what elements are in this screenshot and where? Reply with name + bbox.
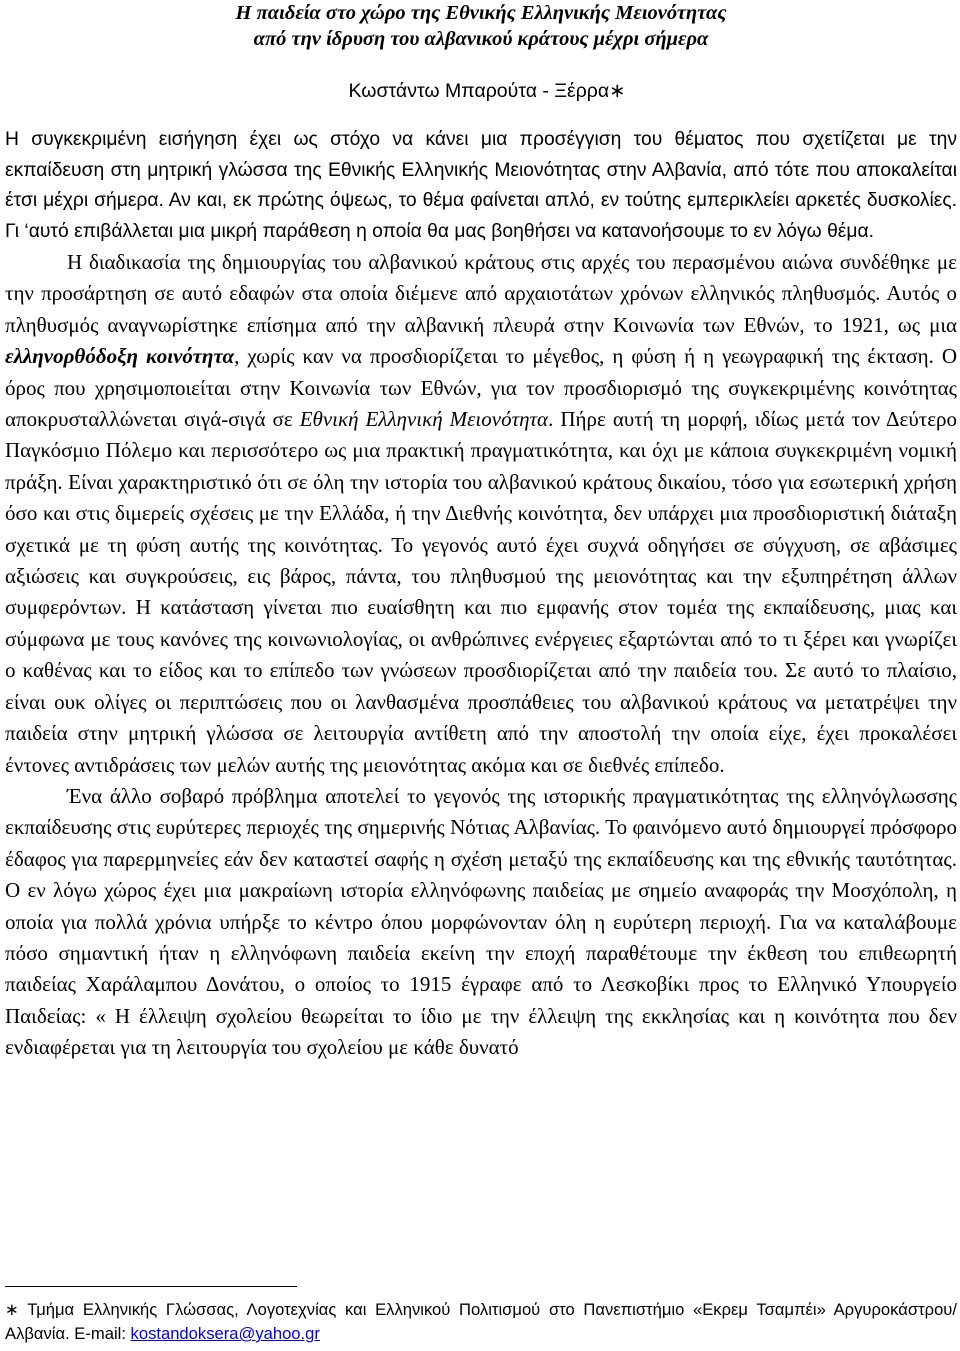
emphasis-greek-orthodox-community: ελληνορθόδοξη κοινότητα: [5, 344, 235, 369]
document-title: [5, 0, 957, 52]
paragraph-2-part-c: . Πήρε αυτή τη μορφή, ιδίως μετά τον Δεύτερο Παγκόσμιο Πόλεμο και περισσότερο ως μια πρακτική πραγματικότητα, και όχι με κάποια συγκεκριμένη νομική πράξη. Είναι χαρακτηριστικό ότι σε όλη την ιστορία του αλβανικού κράτους δικαίου, τόσο για εσωτερική χρήση όσο και στις διμερείς σχέσεις με την Ελλάδα, ή την Διεθνής κοινότητα, δεν υπάρχει μια προσδιοριστική διάταξη σχετικά με τη φύση αυτής της κοινότητας. Το γεγονός αυτό έχει συχνά οδηγήσει σε σύγχυση, σε αβάσιμες αξιώσεις και συγκρούσεις, εις βάρος, πάντα, του πληθυσμού της μειονότητας και την εξυπηρέτηση άλλων συμφερόντων. Η κατάσταση γίνεται πιο ευαίσθητη και πιο εμφανής στον τομέα της εκπαίδευσης, μιας και σύμφωνα με τους κανόνες της κοινωνιολογίας, οι ανθρώπινες ενέργειες εξαρτώνται από το τι ξέρει και γνωρίζει ο καθένας και το είδος και το επίπεδο των γνώσεων προσδιορίζεται από την παιδεία του. Σε αυτό το πλαίσιο, είναι ουκ ολίγες οι περιπτώσεις που οι λανθασμένα προσπάθειες του αλβανικού κράτους να μετατρέψει την παιδεία στην μητρική γλώσσα σε λειτουργία αντίθετη από την αποστολή την οποία είχε, έχει προκαλέσει έντονες αντιδράσεις των μελών αυτής της μειονότητας ακόμα και σε διεθνές επίπεδο.: [5, 407, 958, 777]
footnote: [5, 1298, 957, 1346]
intro-paragraph: Η συγκεκριμένη εισήγηση έχει ως στόχο να κάνει μια προσέγγιση του θέματος που σχετίζεται με την εκπαίδευση στη μητρική γλώσσα της Εθνικής Ελληνικής Μειονότητας στην Αλβανία, από τότε που αποκαλείται έτσι μέχρι σήμερα. Αν και, εκ πρώτης όψεως, το θέμα φαίνεται απλό, εν τούτης εμπερικλείει αρκετές δυσκολίες. Γι ‘αυτό επιβάλλεται μια μικρή παράθεση η οποία θα μας βοηθήσει να κατανοήσουμε το εν λόγω θέμα.: [5, 129, 957, 242]
paragraph-3: Ένα άλλο σοβαρό πρόβλημα αποτελεί το γεγονός της ιστορικής πραγματικότητας της ελληνόγλωσσης εκπαίδευσης στις ευρύτερες περιοχές της σημερινής Νότιας Αλβανίας. Το φαινόμενο αυτό δημιουργεί πρόσφορο έδαφος για παρερμηνείες εάν δεν καταστεί σαφής η σχέση μεταξύ της εκπαίδευσης και της εθνικής ταυτότητας. Ο εν λόγω χώρος έχει μια μακραίωνη ιστορία ελληνόφωνης παιδείας με σημείο αναφοράς την Μοσχόπολη, η οποία για πολλά χρόνια υπήρξε το κέντρο όπου μορφώνονταν όλη η ευρύτερη περιοχή. Για να καταλάβουμε πόσο σημαντική ήταν η ελληνόφωνη παιδεία εκείνη την εποχή παραθέτουμε την έκθεση του επιθεωρητή παιδείας Χαράλαμπου Δονάτου, ο οποίος το 1915 έγραφε από το Λεσκοβίκι προς το Ελληνικό Υπουργείο Παιδείας: « Η έλλειψη σχολείου θεωρείται το ίδιο με την έλλειψη της εκκλησίας και η κοινότητα που δεν ενδιαφέρεται για τη λειτουργία του σχολείου με κάθε δυνατό: [5, 783, 957, 1060]
document-page: [5, 0, 958, 1343]
title-line-2: από την ίδρυση του αλβανικού κράτους μέχρι σήμερα: [253, 28, 709, 50]
footnote-text: ∗ Τμήμα Ελληνικής Γλώσσας, Λογοτεχνίας και Ελληνικού Πολιτισμού στο Πανεπιστήμιο «Εκρεμ Τσαμπέι» Αργυροκάστρου/Αλβανία. E-mail:: [5, 1300, 957, 1343]
paragraph-2: [5, 247, 957, 781]
footnote-separator: [5, 1286, 297, 1287]
author-name: Κωστάντω Μπαρούτα - Ξέρρα∗: [348, 80, 626, 102]
paragraph-2-part-b: , χωρίς καν να προσδιορίζεται το μέγεθος, η φύση ή η γεωγραφική της έκταση. Ο όρος που χρησιμοποιείται στην Κοινωνία των Εθνών, για τον προσδιορισμό της συγκεκριμένης κοινότητας αποκρυσταλλώνεται σιγά-σιγά σε: [5, 344, 957, 432]
emphasis-national-greek-minority: Εθνική Ελληνική Μειονότητα: [299, 407, 549, 432]
footnote-email-link[interactable]: kostandoksera@yahoo.gr: [130, 1324, 320, 1343]
paragraph-2-part-a: Η διαδικασία της δημιουργίας του αλβανικού κράτους στις αρχές του περασμένου αιώνα συνδέθηκε με την προσάρτηση σε αυτό εδαφών στα οποία διέμενε από αρχαιοτάτων χρόνων ελληνικός πληθυσμός. Αυτός ο πληθυσμός αναγνωρίστηκε επίσημα από την αλβανική πλευρά στην Κοινωνία των Εθνών, το 1921, ως μια: [5, 250, 957, 337]
title-line-1: Η παιδεία στο χώρο της Εθνικής Ελληνικής Μειονότητας: [235, 2, 727, 24]
